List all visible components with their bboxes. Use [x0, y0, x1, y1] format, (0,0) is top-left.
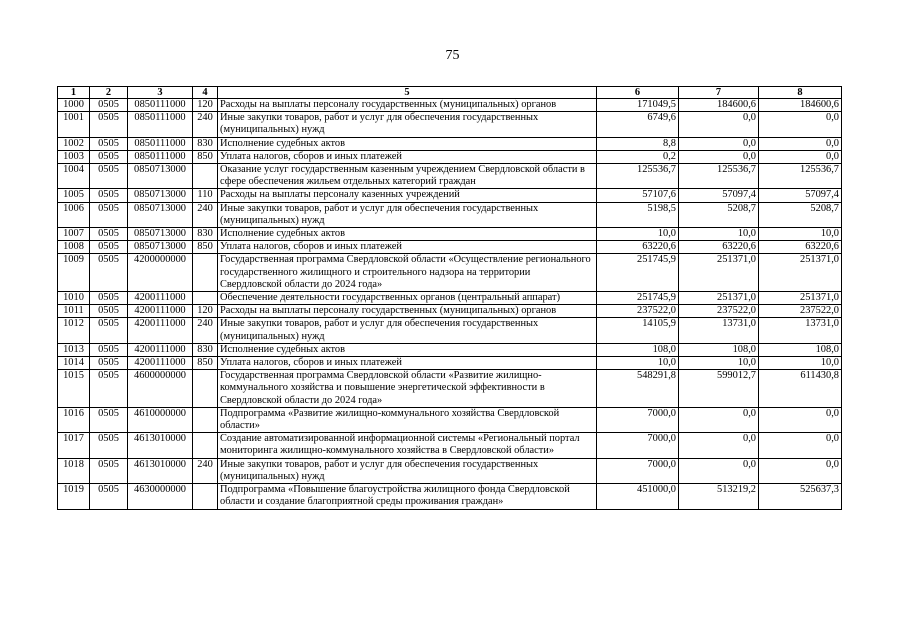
column-header: 3 [128, 87, 193, 99]
amount-cell: 525637,3 [759, 484, 842, 509]
expense-type-cell: 240 [193, 202, 218, 227]
description-cell: Иные закупки товаров, работ и услуг для обеспечения государственных (муниципальных) нужд [218, 112, 597, 137]
amount-cell: 63220,6 [759, 241, 842, 254]
amount-cell: 611430,8 [759, 370, 842, 408]
row-number-cell: 1007 [58, 228, 90, 241]
description-cell: Уплата налогов, сборов и иных платежей [218, 241, 597, 254]
row-number-cell: 1006 [58, 202, 90, 227]
expense-type-cell: 120 [193, 305, 218, 318]
table-row [58, 241, 842, 254]
table-row [58, 112, 842, 137]
amount-cell: 171049,5 [597, 99, 679, 112]
table-row [58, 202, 842, 227]
amount-cell: 57107,6 [597, 189, 679, 202]
section-code-cell: 0505 [90, 202, 128, 227]
target-code-cell: 4600000000 [128, 370, 193, 408]
description-cell: Иные закупки товаров, работ и услуг для обеспечения государственных (муниципальных) нужд [218, 458, 597, 483]
amount-cell: 6749,6 [597, 112, 679, 137]
section-code-cell: 0505 [90, 189, 128, 202]
section-code-cell: 0505 [90, 343, 128, 356]
row-number-cell: 1002 [58, 137, 90, 150]
table-row [58, 484, 842, 509]
target-code-cell: 4613010000 [128, 458, 193, 483]
amount-cell: 251745,9 [597, 292, 679, 305]
target-code-cell: 4200111000 [128, 318, 193, 343]
amount-cell: 0,0 [679, 137, 759, 150]
amount-cell: 10,0 [759, 357, 842, 370]
target-code-cell: 4200111000 [128, 343, 193, 356]
table-row [58, 292, 842, 305]
table-row [58, 228, 842, 241]
amount-cell: 57097,4 [759, 189, 842, 202]
target-code-cell: 4630000000 [128, 484, 193, 509]
amount-cell: 63220,6 [679, 241, 759, 254]
expense-type-cell: 110 [193, 189, 218, 202]
amount-cell: 251371,0 [679, 292, 759, 305]
expense-type-cell [193, 433, 218, 458]
expense-type-cell: 830 [193, 343, 218, 356]
expense-type-cell [193, 292, 218, 305]
amount-cell: 13731,0 [679, 318, 759, 343]
amount-cell: 0,0 [679, 458, 759, 483]
expense-type-cell: 850 [193, 150, 218, 163]
amount-cell: 0,2 [597, 150, 679, 163]
target-code-cell: 0850713000 [128, 164, 193, 189]
description-cell: Государственная программа Свердловской области «Осуществление регионального государственного жилищного и строительного надзора на территории Свердловской области до 2024 года» [218, 254, 597, 292]
table-row [58, 343, 842, 356]
description-cell: Иные закупки товаров, работ и услуг для обеспечения государственных (муниципальных) нужд [218, 202, 597, 227]
description-cell: Исполнение судебных актов [218, 228, 597, 241]
amount-cell: 599012,7 [679, 370, 759, 408]
section-code-cell: 0505 [90, 318, 128, 343]
expense-type-cell: 830 [193, 228, 218, 241]
row-number-cell: 1019 [58, 484, 90, 509]
section-code-cell: 0505 [90, 407, 128, 432]
expense-type-cell: 120 [193, 99, 218, 112]
amount-cell: 0,0 [679, 150, 759, 163]
target-code-cell: 4610000000 [128, 407, 193, 432]
amount-cell: 184600,6 [759, 99, 842, 112]
column-header: 7 [679, 87, 759, 99]
amount-cell: 10,0 [597, 357, 679, 370]
amount-cell: 108,0 [759, 343, 842, 356]
table-row [58, 357, 842, 370]
description-cell: Подпрограмма «Развитие жилищно-коммунального хозяйства Свердловской области» [218, 407, 597, 432]
table-row [58, 164, 842, 189]
amount-cell: 10,0 [759, 228, 842, 241]
amount-cell: 184600,6 [679, 99, 759, 112]
row-number-cell: 1012 [58, 318, 90, 343]
expense-type-cell: 830 [193, 137, 218, 150]
section-code-cell: 0505 [90, 433, 128, 458]
expense-type-cell: 240 [193, 112, 218, 137]
column-header: 4 [193, 87, 218, 99]
amount-cell: 237522,0 [759, 305, 842, 318]
amount-cell: 7000,0 [597, 407, 679, 432]
section-code-cell: 0505 [90, 305, 128, 318]
section-code-cell: 0505 [90, 370, 128, 408]
description-cell: Уплата налогов, сборов и иных платежей [218, 150, 597, 163]
description-cell: Обеспечение деятельности государственных органов (центральный аппарат) [218, 292, 597, 305]
table-row [58, 407, 842, 432]
amount-cell: 237522,0 [679, 305, 759, 318]
amount-cell: 0,0 [679, 112, 759, 137]
table-header-row [58, 87, 842, 99]
expense-type-cell [193, 164, 218, 189]
amount-cell: 548291,8 [597, 370, 679, 408]
target-code-cell: 0850713000 [128, 241, 193, 254]
row-number-cell: 1017 [58, 433, 90, 458]
column-header: 2 [90, 87, 128, 99]
amount-cell: 251371,0 [679, 254, 759, 292]
row-number-cell: 1000 [58, 99, 90, 112]
amount-cell: 10,0 [597, 228, 679, 241]
section-code-cell: 0505 [90, 164, 128, 189]
description-cell: Иные закупки товаров, работ и услуг для обеспечения государственных (муниципальных) нужд [218, 318, 597, 343]
section-code-cell: 0505 [90, 241, 128, 254]
amount-cell: 0,0 [759, 150, 842, 163]
expense-type-cell: 850 [193, 241, 218, 254]
table-row [58, 150, 842, 163]
expense-type-cell: 240 [193, 458, 218, 483]
table-row [58, 137, 842, 150]
amount-cell: 57097,4 [679, 189, 759, 202]
description-cell: Исполнение судебных актов [218, 137, 597, 150]
amount-cell: 108,0 [597, 343, 679, 356]
section-code-cell: 0505 [90, 137, 128, 150]
target-code-cell: 4200111000 [128, 357, 193, 370]
row-number-cell: 1003 [58, 150, 90, 163]
section-code-cell: 0505 [90, 254, 128, 292]
table-row [58, 433, 842, 458]
target-code-cell: 4200000000 [128, 254, 193, 292]
target-code-cell: 4613010000 [128, 433, 193, 458]
column-header: 5 [218, 87, 597, 99]
row-number-cell: 1016 [58, 407, 90, 432]
target-code-cell: 0850713000 [128, 228, 193, 241]
target-code-cell: 0850111000 [128, 150, 193, 163]
amount-cell: 251371,0 [759, 254, 842, 292]
amount-cell: 8,8 [597, 137, 679, 150]
expense-type-cell [193, 484, 218, 509]
table-row [58, 458, 842, 483]
table-row [58, 99, 842, 112]
expense-type-cell [193, 370, 218, 408]
amount-cell: 251371,0 [759, 292, 842, 305]
amount-cell: 5208,7 [679, 202, 759, 227]
table-row [58, 305, 842, 318]
expense-type-cell [193, 254, 218, 292]
section-code-cell: 0505 [90, 99, 128, 112]
description-cell: Государственная программа Свердловской области «Развитие жилищно-коммунального хозяйства и повышение энергетической эффективности в Свердловской области до 2024 года» [218, 370, 597, 408]
description-cell: Исполнение судебных актов [218, 343, 597, 356]
section-code-cell: 0505 [90, 150, 128, 163]
page-number: 75 [445, 48, 460, 63]
amount-cell: 451000,0 [597, 484, 679, 509]
amount-cell: 7000,0 [597, 433, 679, 458]
row-number-cell: 1011 [58, 305, 90, 318]
column-header: 8 [759, 87, 842, 99]
target-code-cell: 0850713000 [128, 202, 193, 227]
table-body [58, 99, 842, 510]
section-code-cell: 0505 [90, 228, 128, 241]
target-code-cell: 4200111000 [128, 305, 193, 318]
section-code-cell: 0505 [90, 357, 128, 370]
row-number-cell: 1015 [58, 370, 90, 408]
row-number-cell: 1009 [58, 254, 90, 292]
amount-cell: 237522,0 [597, 305, 679, 318]
target-code-cell: 4200111000 [128, 292, 193, 305]
section-code-cell: 0505 [90, 292, 128, 305]
description-cell: Расходы на выплаты персоналу государственных (муниципальных) органов [218, 99, 597, 112]
amount-cell: 0,0 [679, 407, 759, 432]
amount-cell: 125536,7 [597, 164, 679, 189]
row-number-cell: 1010 [58, 292, 90, 305]
amount-cell: 7000,0 [597, 458, 679, 483]
target-code-cell: 0850713000 [128, 189, 193, 202]
budget-table [57, 86, 842, 510]
row-number-cell: 1008 [58, 241, 90, 254]
column-header: 1 [58, 87, 90, 99]
amount-cell: 251745,9 [597, 254, 679, 292]
amount-cell: 108,0 [679, 343, 759, 356]
row-number-cell: 1014 [58, 357, 90, 370]
description-cell: Создание автоматизированной информационной системы «Региональный портал мониторинга жилищно-коммунального хозяйства в Свердловской области» [218, 433, 597, 458]
amount-cell: 0,0 [759, 458, 842, 483]
section-code-cell: 0505 [90, 484, 128, 509]
row-number-cell: 1004 [58, 164, 90, 189]
table-row [58, 318, 842, 343]
description-cell: Расходы на выплаты персоналу казенных учреждений [218, 189, 597, 202]
row-number-cell: 1018 [58, 458, 90, 483]
description-cell: Уплата налогов, сборов и иных платежей [218, 357, 597, 370]
section-code-cell: 0505 [90, 112, 128, 137]
description-cell: Подпрограмма «Повышение благоустройства жилищного фонда Свердловской области и создание благоприятной среды проживания граждан» [218, 484, 597, 509]
amount-cell: 10,0 [679, 228, 759, 241]
amount-cell: 0,0 [759, 407, 842, 432]
amount-cell: 0,0 [759, 112, 842, 137]
table-row [58, 189, 842, 202]
column-header: 6 [597, 87, 679, 99]
target-code-cell: 0850111000 [128, 99, 193, 112]
table-row [58, 254, 842, 292]
amount-cell: 14105,9 [597, 318, 679, 343]
amount-cell: 63220,6 [597, 241, 679, 254]
amount-cell: 5198,5 [597, 202, 679, 227]
expense-type-cell: 850 [193, 357, 218, 370]
amount-cell: 125536,7 [759, 164, 842, 189]
amount-cell: 10,0 [679, 357, 759, 370]
row-number-cell: 1013 [58, 343, 90, 356]
expense-type-cell [193, 407, 218, 432]
section-code-cell: 0505 [90, 458, 128, 483]
amount-cell: 5208,7 [759, 202, 842, 227]
amount-cell: 0,0 [759, 433, 842, 458]
amount-cell: 125536,7 [679, 164, 759, 189]
target-code-cell: 0850111000 [128, 137, 193, 150]
row-number-cell: 1001 [58, 112, 90, 137]
description-cell: Оказание услуг государственным казенным учреждением Свердловской области в сфере обеспечения жильем отдельных категорий граждан [218, 164, 597, 189]
expense-type-cell: 240 [193, 318, 218, 343]
amount-cell: 513219,2 [679, 484, 759, 509]
amount-cell: 0,0 [679, 433, 759, 458]
target-code-cell: 0850111000 [128, 112, 193, 137]
table-row [58, 370, 842, 408]
description-cell: Расходы на выплаты персоналу государственных (муниципальных) органов [218, 305, 597, 318]
row-number-cell: 1005 [58, 189, 90, 202]
amount-cell: 0,0 [759, 137, 842, 150]
amount-cell: 13731,0 [759, 318, 842, 343]
